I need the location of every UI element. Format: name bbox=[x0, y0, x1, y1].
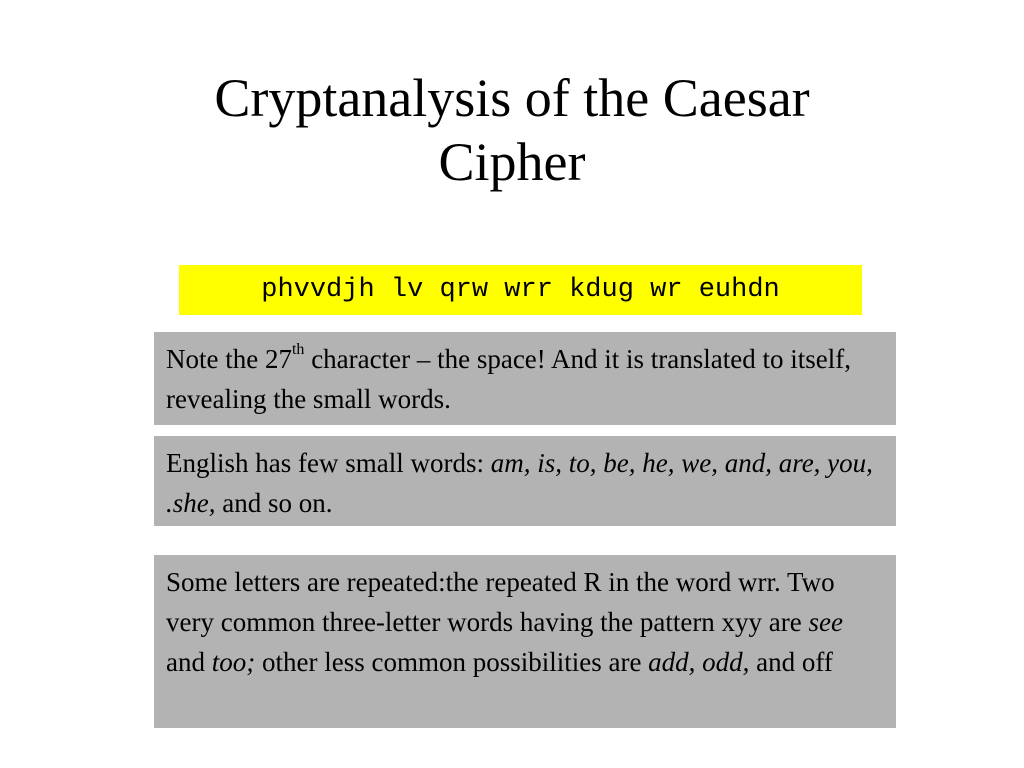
note1-superscript: th bbox=[291, 341, 305, 358]
slide-title-line-1: Cryptanalysis of the Caesar bbox=[214, 68, 810, 128]
note3-text-end: and off bbox=[749, 647, 833, 677]
slide-title-line-2: Cipher bbox=[438, 132, 586, 192]
note3-text-start: Some letters are repeated:the repeated R in the word wrr. Two very common three-letter words having the pattern xyy are bbox=[166, 567, 835, 637]
note2-small-words-list: am, is, to, be, he, we, and, are, you, .she, bbox=[166, 448, 873, 518]
note3-word-too: too; bbox=[211, 647, 256, 677]
note2-text-start: English has few small words: bbox=[166, 448, 491, 478]
small-words-note bbox=[154, 436, 896, 526]
ciphertext-box: phvvdjh lv qrw wrr kdug wr euhdn bbox=[179, 265, 862, 315]
note2-text-end: and so on. bbox=[215, 488, 333, 518]
note3-text-and: and bbox=[166, 647, 212, 677]
note1-text-end: character – the space! And it is translated to itself, revealing the small words. bbox=[166, 344, 851, 414]
note3-words-add-odd: add, odd, bbox=[648, 647, 750, 677]
slide-title bbox=[0, 66, 1024, 194]
note1-text-start: Note the 27 bbox=[166, 344, 292, 374]
note3-text-middle: other less common possibilities are bbox=[255, 647, 649, 677]
space-character-note bbox=[154, 332, 896, 425]
note3-word-see: see bbox=[808, 607, 843, 637]
repeated-letters-note bbox=[154, 555, 896, 728]
